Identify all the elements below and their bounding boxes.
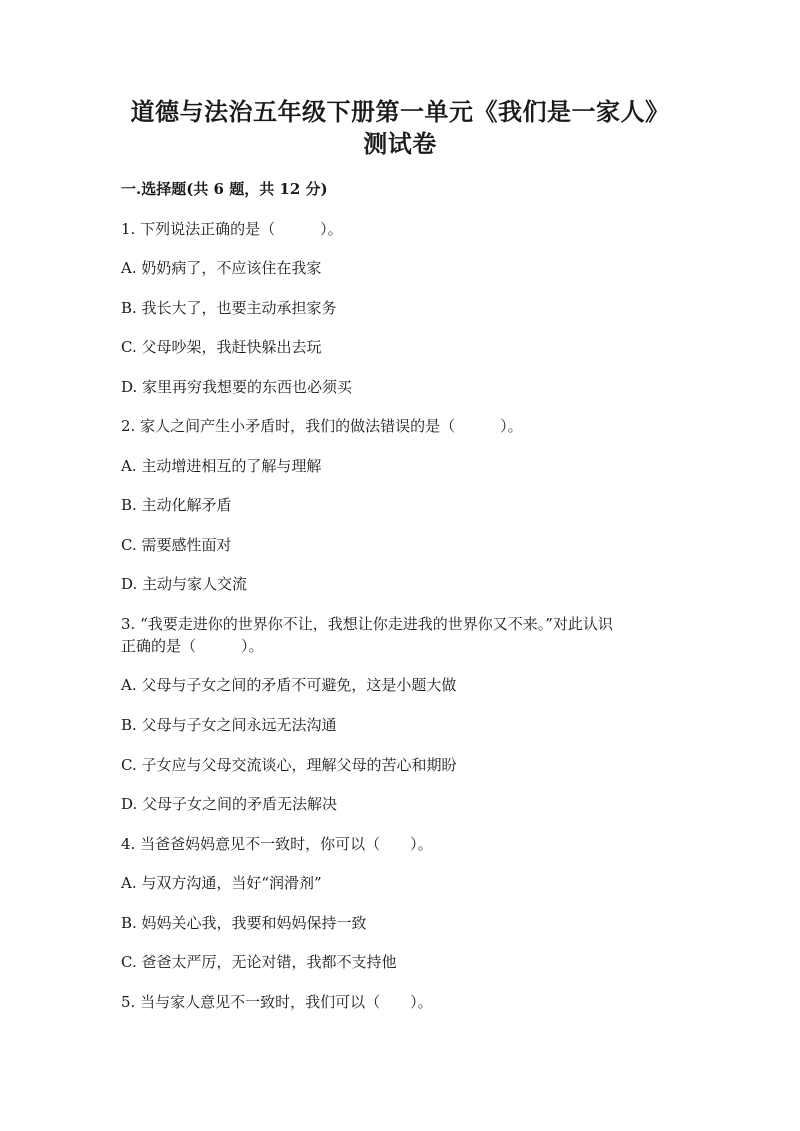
- question-3-stem-line-1: 3. “我要走进你的世界你不让，我想让你走进我的世界你又不来。”对此认识: [121, 615, 613, 633]
- question-4-option-b: B. 妈妈关心我，我要和妈妈保持一致: [121, 914, 367, 932]
- question-1-option-a: A. 奶奶病了，不应该住在我家: [121, 259, 322, 277]
- question-2-option-c: C. 需要感性面对: [121, 536, 232, 554]
- question-2-option-a: A. 主动增进相互的了解与理解: [121, 457, 322, 475]
- question-3-stem-line-2: 正确的是（ ）。: [121, 637, 264, 655]
- question-3-option-b: B. 父母与子女之间永远无法沟通: [121, 716, 337, 734]
- question-1-option-b: B. 我长大了，也要主动承担家务: [121, 299, 337, 317]
- question-4-option-c: C. 爸爸太严厉，无论对错，我都不支持他: [121, 953, 397, 971]
- question-2-option-d: D. 主动与家人交流: [121, 575, 248, 593]
- question-5-stem: 5. 当与家人意见不一致时，我们可以（ ）。: [121, 993, 433, 1011]
- section-heading: 一.选择题(共 6 题，共 12 分): [121, 180, 328, 198]
- question-2-stem: 2. 家人之间产生小矛盾时，我们的做法错误的是（ ）。: [121, 417, 523, 435]
- question-4-option-a: A. 与双方沟通，当好“润滑剂”: [121, 874, 322, 892]
- question-3-option-c: C. 子女应与父母交流谈心，理解父母的苦心和期盼: [121, 756, 457, 774]
- document-subtitle: 测试卷: [363, 129, 437, 158]
- question-3-option-a: A. 父母与子女之间的矛盾不可避免，这是小题大做: [121, 676, 457, 694]
- document-title: 道德与法治五年级下册第一单元《我们是一家人》: [130, 97, 670, 126]
- question-2-option-b: B. 主动化解矛盾: [121, 496, 232, 514]
- question-1-stem: 1. 下列说法正确的是（ ）。: [121, 220, 343, 238]
- question-1-option-d: D. 家里再穷我想要的东西也必须买: [121, 378, 353, 396]
- question-3-option-d: D. 父母子女之间的矛盾无法解决: [121, 795, 338, 813]
- question-1-option-c: C. 父母吵架，我赶快躲出去玩: [121, 338, 322, 356]
- question-4-stem: 4. 当爸爸妈妈意见不一致时，你可以（ ）。: [121, 835, 433, 853]
